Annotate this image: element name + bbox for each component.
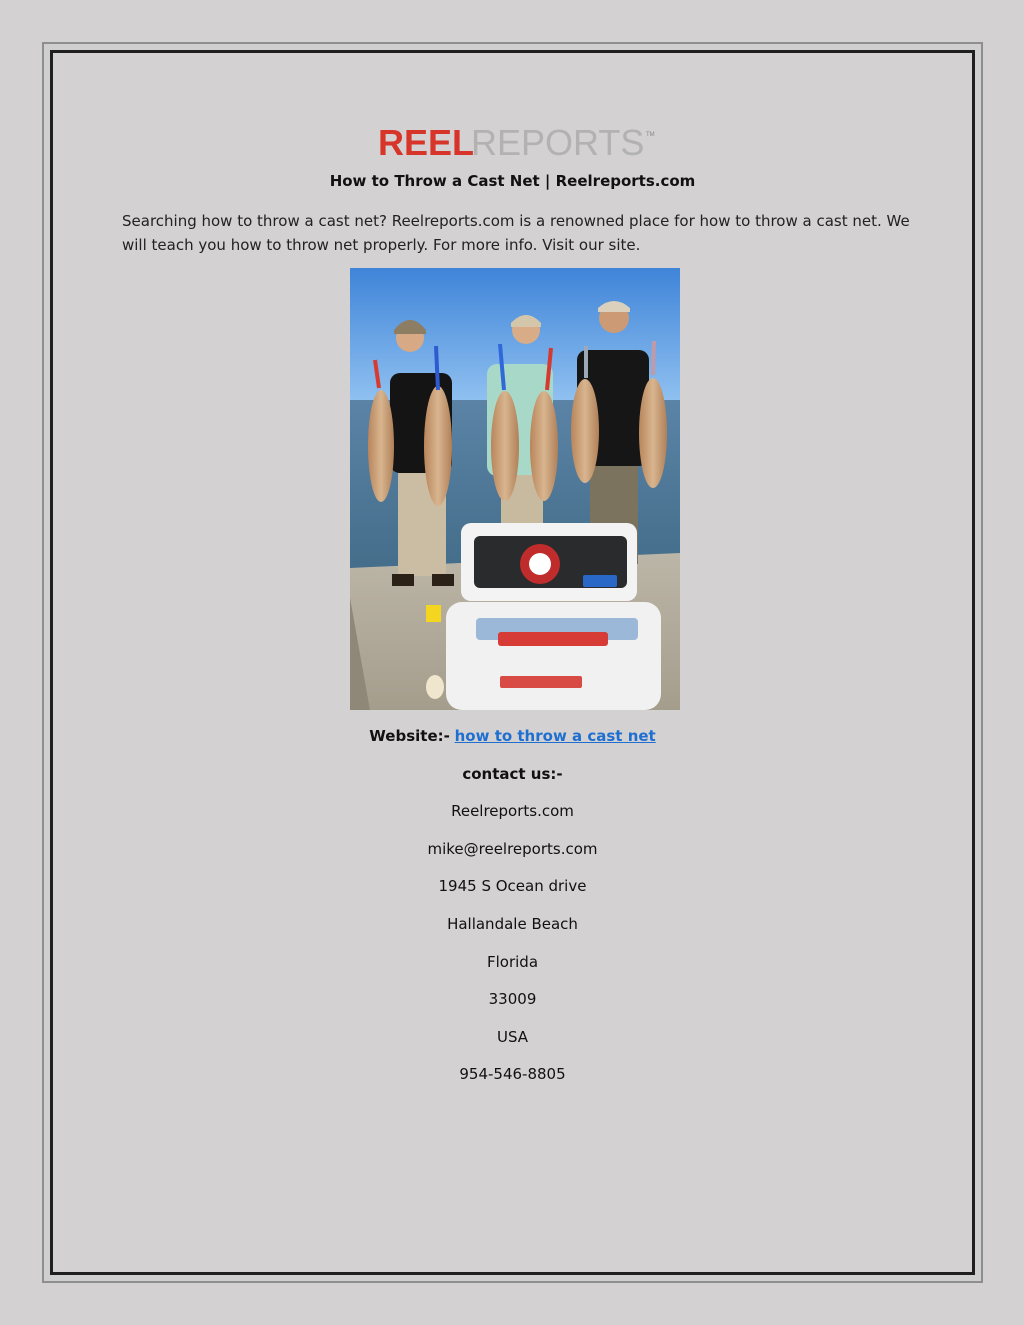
- contact-site: Reelreports.com: [451, 802, 574, 820]
- contact-zip: 33009: [488, 990, 537, 1008]
- website-label: Website:-: [369, 727, 450, 745]
- contact-label: contact us:-: [462, 765, 563, 783]
- svg-text:REEL: REEL: [378, 125, 475, 163]
- page-border: [50, 50, 975, 1275]
- contact-state: Florida: [486, 953, 539, 971]
- contact-phone: 954-546-8805: [459, 1065, 566, 1083]
- fishing-photo: [350, 268, 680, 710]
- reelreports-logo: [378, 125, 656, 163]
- contact-email: mike@reelreports.com: [427, 840, 598, 858]
- contact-city: Hallandale Beach: [447, 915, 578, 933]
- website-row: [53, 727, 972, 745]
- page-title: How to Throw a Cast Net | Reelreports.com: [329, 172, 696, 190]
- svg-text:TM: TM: [646, 132, 655, 138]
- document-page: [42, 42, 983, 1283]
- website-link[interactable]: how to throw a cast net: [454, 727, 656, 745]
- contact-country: USA: [496, 1028, 529, 1046]
- contact-street: 1945 S Ocean drive: [438, 877, 587, 895]
- intro-paragraph: Searching how to throw a cast net? Reelreports.com is a renowned place for how to throw a cast net. We will teach you how to throw net properly. For more info. Visit our site.: [122, 212, 910, 254]
- svg-text:REPORTS: REPORTS: [471, 125, 645, 163]
